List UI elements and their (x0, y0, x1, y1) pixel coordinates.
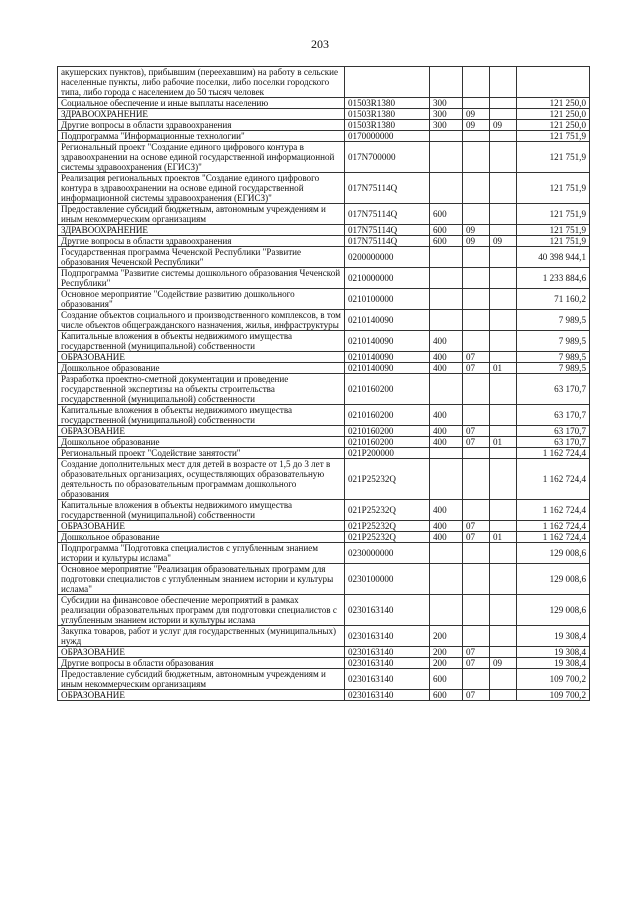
section-cell (463, 331, 490, 352)
target-article-cell: 0210160200 (345, 405, 430, 426)
amount-cell: 63 170,7 (517, 437, 590, 448)
target-article-cell: 0210000000 (345, 268, 430, 289)
table-row (58, 532, 590, 543)
expense-type-cell (430, 289, 463, 310)
table-row (58, 669, 590, 690)
target-article-cell: 017N75114Q (345, 236, 430, 247)
expense-type-cell: 300 (430, 109, 463, 120)
row-name-cell: Подпрограмма "Развитие системы дошкольного образования Чеченской Республики" (58, 268, 345, 289)
table-row (58, 67, 590, 98)
expense-type-cell (430, 543, 463, 564)
expense-type-cell: 600 (430, 669, 463, 690)
row-name-cell: Подпрограмма "Подготовка специалистов с углубленным знанием истории и культуры ислама" (58, 543, 345, 564)
expense-type-cell: 200 (430, 626, 463, 647)
section-cell (463, 67, 490, 98)
target-article-cell: 0230000000 (345, 543, 430, 564)
section-cell (463, 268, 490, 289)
subsection-cell: 01 (490, 363, 517, 374)
expense-type-cell: 600 (430, 225, 463, 236)
amount-cell: 121 751,9 (517, 173, 590, 204)
amount-cell: 1 162 724,4 (517, 532, 590, 543)
subsection-cell (490, 690, 517, 701)
table-row (58, 690, 590, 701)
subsection-cell: 09 (490, 658, 517, 669)
section-cell (463, 405, 490, 426)
table-row (58, 448, 590, 459)
section-cell (463, 289, 490, 310)
subsection-cell (490, 225, 517, 236)
table-row (58, 131, 590, 142)
expense-type-cell: 600 (430, 204, 463, 225)
table-row (58, 374, 590, 405)
amount-cell: 121 751,9 (517, 142, 590, 173)
target-article-cell: 021P25232Q (345, 532, 430, 543)
amount-cell: 7 989,5 (517, 363, 590, 374)
subsection-cell (490, 500, 517, 521)
expense-type-cell (430, 67, 463, 98)
row-name-cell: ОБРАЗОВАНИЕ (58, 521, 345, 532)
amount-cell: 1 162 724,4 (517, 448, 590, 459)
row-name-cell: Дошкольное образование (58, 532, 345, 543)
subsection-cell (490, 543, 517, 564)
subsection-cell (490, 405, 517, 426)
target-article-cell: 0230100000 (345, 564, 430, 595)
expense-type-cell (430, 142, 463, 173)
row-name-cell: Региональный проект "Содействие занятости" (58, 448, 345, 459)
section-cell (463, 500, 490, 521)
row-name-cell: Создание дополнительных мест для детей в возрасте от 1,5 до 3 лет в образовательных организациях, осуществляющих образовательную деятельность по образовательным программам дошкольного образования (58, 459, 345, 500)
subsection-cell (490, 352, 517, 363)
subsection-cell (490, 626, 517, 647)
expense-type-cell (430, 131, 463, 142)
subsection-cell (490, 289, 517, 310)
table-row (58, 459, 590, 500)
subsection-cell (490, 448, 517, 459)
target-article-cell: 021P25232Q (345, 500, 430, 521)
expense-type-cell: 400 (430, 500, 463, 521)
amount-cell: 19 308,4 (517, 658, 590, 669)
expense-type-cell (430, 564, 463, 595)
subsection-cell (490, 310, 517, 331)
table-row (58, 437, 590, 448)
subsection-cell (490, 98, 517, 109)
target-article-cell: 0230163140 (345, 595, 430, 626)
section-cell: 07 (463, 426, 490, 437)
page-number: 203 (311, 37, 329, 51)
expense-type-cell (430, 247, 463, 268)
section-cell (463, 543, 490, 564)
section-cell: 07 (463, 521, 490, 532)
expense-type-cell: 300 (430, 120, 463, 131)
section-cell (463, 173, 490, 204)
table-row (58, 204, 590, 225)
section-cell (463, 204, 490, 225)
amount-cell: 109 700,2 (517, 690, 590, 701)
amount-cell: 19 308,4 (517, 647, 590, 658)
table-row (58, 289, 590, 310)
subsection-cell (490, 268, 517, 289)
amount-cell: 109 700,2 (517, 669, 590, 690)
expense-type-cell: 600 (430, 690, 463, 701)
table-row (58, 109, 590, 120)
table-row (58, 658, 590, 669)
section-cell (463, 595, 490, 626)
amount-cell: 121 250,0 (517, 109, 590, 120)
section-cell (463, 310, 490, 331)
target-article-cell: 017N75114Q (345, 204, 430, 225)
table-row (58, 521, 590, 532)
row-name-cell: Капитальные вложения в объекты недвижимого имущества государственной (муниципальной) собственности (58, 405, 345, 426)
table-row (58, 595, 590, 626)
table-row (58, 405, 590, 426)
row-name-cell: ОБРАЗОВАНИЕ (58, 690, 345, 701)
section-cell: 07 (463, 690, 490, 701)
table-row (58, 247, 590, 268)
subsection-cell (490, 109, 517, 120)
table-row (58, 225, 590, 236)
amount-cell: 71 160,2 (517, 289, 590, 310)
row-name-cell: Региональный проект "Создание единого цифрового контура в здравоохранении на основе единой государственной информационной системы здравоохранения (ЕГИСЗ)" (58, 142, 345, 173)
expense-type-cell: 600 (430, 236, 463, 247)
amount-cell: 121 250,0 (517, 120, 590, 131)
section-cell (463, 669, 490, 690)
section-cell: 09 (463, 109, 490, 120)
subsection-cell (490, 521, 517, 532)
table-row (58, 173, 590, 204)
table-row (58, 98, 590, 109)
expense-type-cell: 400 (430, 521, 463, 532)
amount-cell: 121 751,9 (517, 236, 590, 247)
subsection-cell (490, 331, 517, 352)
amount-cell: 129 008,6 (517, 543, 590, 564)
row-name-cell: Субсидии на финансовое обеспечение мероприятий в рамках реализации образовательных программ для подготовки специалистов с углубленным знанием истории и культуры ислама (58, 595, 345, 626)
target-article-cell: 021P25232Q (345, 521, 430, 532)
target-article-cell: 01503R1380 (345, 120, 430, 131)
row-name-cell: Дошкольное образование (58, 363, 345, 374)
expense-type-cell: 400 (430, 352, 463, 363)
expense-type-cell: 400 (430, 363, 463, 374)
section-cell: 07 (463, 647, 490, 658)
expense-type-cell: 200 (430, 647, 463, 658)
subsection-cell (490, 459, 517, 500)
amount-cell: 121 250,0 (517, 98, 590, 109)
section-cell: 07 (463, 437, 490, 448)
amount-cell: 7 989,5 (517, 310, 590, 331)
budget-table (57, 66, 590, 701)
amount-cell: 1 233 884,6 (517, 268, 590, 289)
subsection-cell (490, 173, 517, 204)
row-name-cell: Предоставление субсидий бюджетным, автономным учреждениям и иным некоммерческим организациям (58, 204, 345, 225)
amount-cell: 63 170,7 (517, 426, 590, 437)
row-name-cell: ОБРАЗОВАНИЕ (58, 647, 345, 658)
table-row (58, 564, 590, 595)
expense-type-cell: 400 (430, 405, 463, 426)
expense-type-cell: 400 (430, 532, 463, 543)
section-cell: 07 (463, 658, 490, 669)
row-name-cell: Капитальные вложения в объекты недвижимого имущества государственной (муниципальной) собственности (58, 331, 345, 352)
target-article-cell: 021P200000 (345, 448, 430, 459)
section-cell (463, 374, 490, 405)
subsection-cell (490, 669, 517, 690)
subsection-cell (490, 564, 517, 595)
row-name-cell: Государственная программа Чеченской Республики "Развитие образования Чеченской Республики" (58, 247, 345, 268)
row-name-cell: Основное мероприятие "Реализация образовательных программ для подготовки специалистов с углубленным знанием истории и культуры ислама" (58, 564, 345, 595)
target-article-cell: 0210140090 (345, 310, 430, 331)
section-cell: 07 (463, 532, 490, 543)
target-article-cell: 0230163140 (345, 658, 430, 669)
row-name-cell: Реализация региональных проектов "Создание единого цифрового контура в здравоохранении на основе единой государственной информационной системы здравоохранения (ЕГИСЗ)" (58, 173, 345, 204)
amount-cell: 19 308,4 (517, 626, 590, 647)
target-article-cell: 0210140090 (345, 352, 430, 363)
expense-type-cell: 200 (430, 658, 463, 669)
row-name-cell: Капитальные вложения в объекты недвижимого имущества государственной (муниципальной) собственности (58, 500, 345, 521)
subsection-cell: 09 (490, 120, 517, 131)
section-cell (463, 247, 490, 268)
amount-cell: 7 989,5 (517, 352, 590, 363)
table-row (58, 426, 590, 437)
row-name-cell: Разработка проектно-сметной документации и проведение государственной экспертизы на объекты строительства государственной (муниципальной) собственности (58, 374, 345, 405)
table-row (58, 310, 590, 331)
table-row (58, 142, 590, 173)
subsection-cell (490, 374, 517, 405)
subsection-cell: 01 (490, 532, 517, 543)
subsection-cell (490, 426, 517, 437)
table-row (58, 363, 590, 374)
table-row (58, 236, 590, 247)
target-article-cell: 021P25232Q (345, 459, 430, 500)
subsection-cell: 01 (490, 437, 517, 448)
amount-cell: 40 398 944,1 (517, 247, 590, 268)
table-row (58, 120, 590, 131)
target-article-cell: 0230163140 (345, 647, 430, 658)
table-body (58, 67, 590, 701)
amount-cell: 63 170,7 (517, 374, 590, 405)
expense-type-cell (430, 595, 463, 626)
subsection-cell (490, 142, 517, 173)
section-cell: 09 (463, 120, 490, 131)
row-name-cell: Дошкольное образование (58, 437, 345, 448)
section-cell (463, 564, 490, 595)
amount-cell: 121 751,9 (517, 131, 590, 142)
subsection-cell (490, 67, 517, 98)
target-article-cell: 0230163140 (345, 690, 430, 701)
target-article-cell: 0230163140 (345, 626, 430, 647)
row-name-cell: Создание объектов социального и производственного комплексов, в том числе объектов общегражданского назначения, жилья, инфраструктуры (58, 310, 345, 331)
table-row (58, 268, 590, 289)
amount-cell: 121 751,9 (517, 204, 590, 225)
target-article-cell: 0230163140 (345, 669, 430, 690)
row-name-cell: Подпрограмма "Информационные технологии" (58, 131, 345, 142)
amount-cell: 1 162 724,4 (517, 500, 590, 521)
row-name-cell: Другие вопросы в области образования (58, 658, 345, 669)
section-cell (463, 131, 490, 142)
expense-type-cell (430, 448, 463, 459)
amount-cell: 129 008,6 (517, 564, 590, 595)
expense-type-cell (430, 173, 463, 204)
expense-type-cell (430, 459, 463, 500)
expense-type-cell: 400 (430, 426, 463, 437)
row-name-cell: ЗДРАВООХРАНЕНИЕ (58, 109, 345, 120)
target-article-cell (345, 67, 430, 98)
subsection-cell (490, 247, 517, 268)
target-article-cell: 0170000000 (345, 131, 430, 142)
target-article-cell: 0210140090 (345, 331, 430, 352)
expense-type-cell (430, 268, 463, 289)
target-article-cell: 01503R1380 (345, 109, 430, 120)
amount-cell: 129 008,6 (517, 595, 590, 626)
table-row (58, 331, 590, 352)
row-name-cell: акушерских пунктов), прибывшим (переехавшим) на работу в сельские населенные пункты, либо рабочие поселки, либо поселки городского типа, либо города с населением до 50 тысяч человек (58, 67, 345, 98)
expense-type-cell: 400 (430, 331, 463, 352)
row-name-cell: Социальное обеспечение и иные выплаты населению (58, 98, 345, 109)
target-article-cell: 017N75114Q (345, 225, 430, 236)
amount-cell: 1 162 724,4 (517, 459, 590, 500)
row-name-cell: Другие вопросы в области здравоохранения (58, 236, 345, 247)
row-name-cell: Другие вопросы в области здравоохранения (58, 120, 345, 131)
target-article-cell: 0210140090 (345, 363, 430, 374)
subsection-cell (490, 647, 517, 658)
section-cell (463, 448, 490, 459)
target-article-cell: 01503R1380 (345, 98, 430, 109)
target-article-cell: 0210160200 (345, 426, 430, 437)
section-cell: 07 (463, 363, 490, 374)
expense-type-cell: 400 (430, 437, 463, 448)
subsection-cell (490, 204, 517, 225)
row-name-cell: ОБРАЗОВАНИЕ (58, 352, 345, 363)
expense-type-cell: 300 (430, 98, 463, 109)
expense-type-cell (430, 310, 463, 331)
row-name-cell: ЗДРАВООХРАНЕНИЕ (58, 225, 345, 236)
table-row (58, 626, 590, 647)
table-row (58, 647, 590, 658)
amount-cell: 63 170,7 (517, 405, 590, 426)
expense-type-cell (430, 374, 463, 405)
target-article-cell: 0200000000 (345, 247, 430, 268)
section-cell: 09 (463, 236, 490, 247)
row-name-cell: Закупка товаров, работ и услуг для государственных (муниципальных) нужд (58, 626, 345, 647)
table-row (58, 500, 590, 521)
subsection-cell (490, 131, 517, 142)
section-cell: 09 (463, 225, 490, 236)
table-row (58, 352, 590, 363)
section-cell (463, 142, 490, 173)
amount-cell (517, 67, 590, 98)
target-article-cell: 0210160200 (345, 374, 430, 405)
amount-cell: 7 989,5 (517, 331, 590, 352)
row-name-cell: ОБРАЗОВАНИЕ (58, 426, 345, 437)
table-row (58, 543, 590, 564)
target-article-cell: 0210100000 (345, 289, 430, 310)
subsection-cell: 09 (490, 236, 517, 247)
section-cell (463, 626, 490, 647)
target-article-cell: 017N700000 (345, 142, 430, 173)
section-cell: 07 (463, 352, 490, 363)
row-name-cell: Предоставление субсидий бюджетным, автономным учреждениям и иным некоммерческим организациям (58, 669, 345, 690)
target-article-cell: 0210160200 (345, 437, 430, 448)
row-name-cell: Основное мероприятие "Содействие развитию дошкольного образования" (58, 289, 345, 310)
section-cell (463, 98, 490, 109)
amount-cell: 1 162 724,4 (517, 521, 590, 532)
amount-cell: 121 751,9 (517, 225, 590, 236)
section-cell (463, 459, 490, 500)
target-article-cell: 017N75114Q (345, 173, 430, 204)
subsection-cell (490, 595, 517, 626)
